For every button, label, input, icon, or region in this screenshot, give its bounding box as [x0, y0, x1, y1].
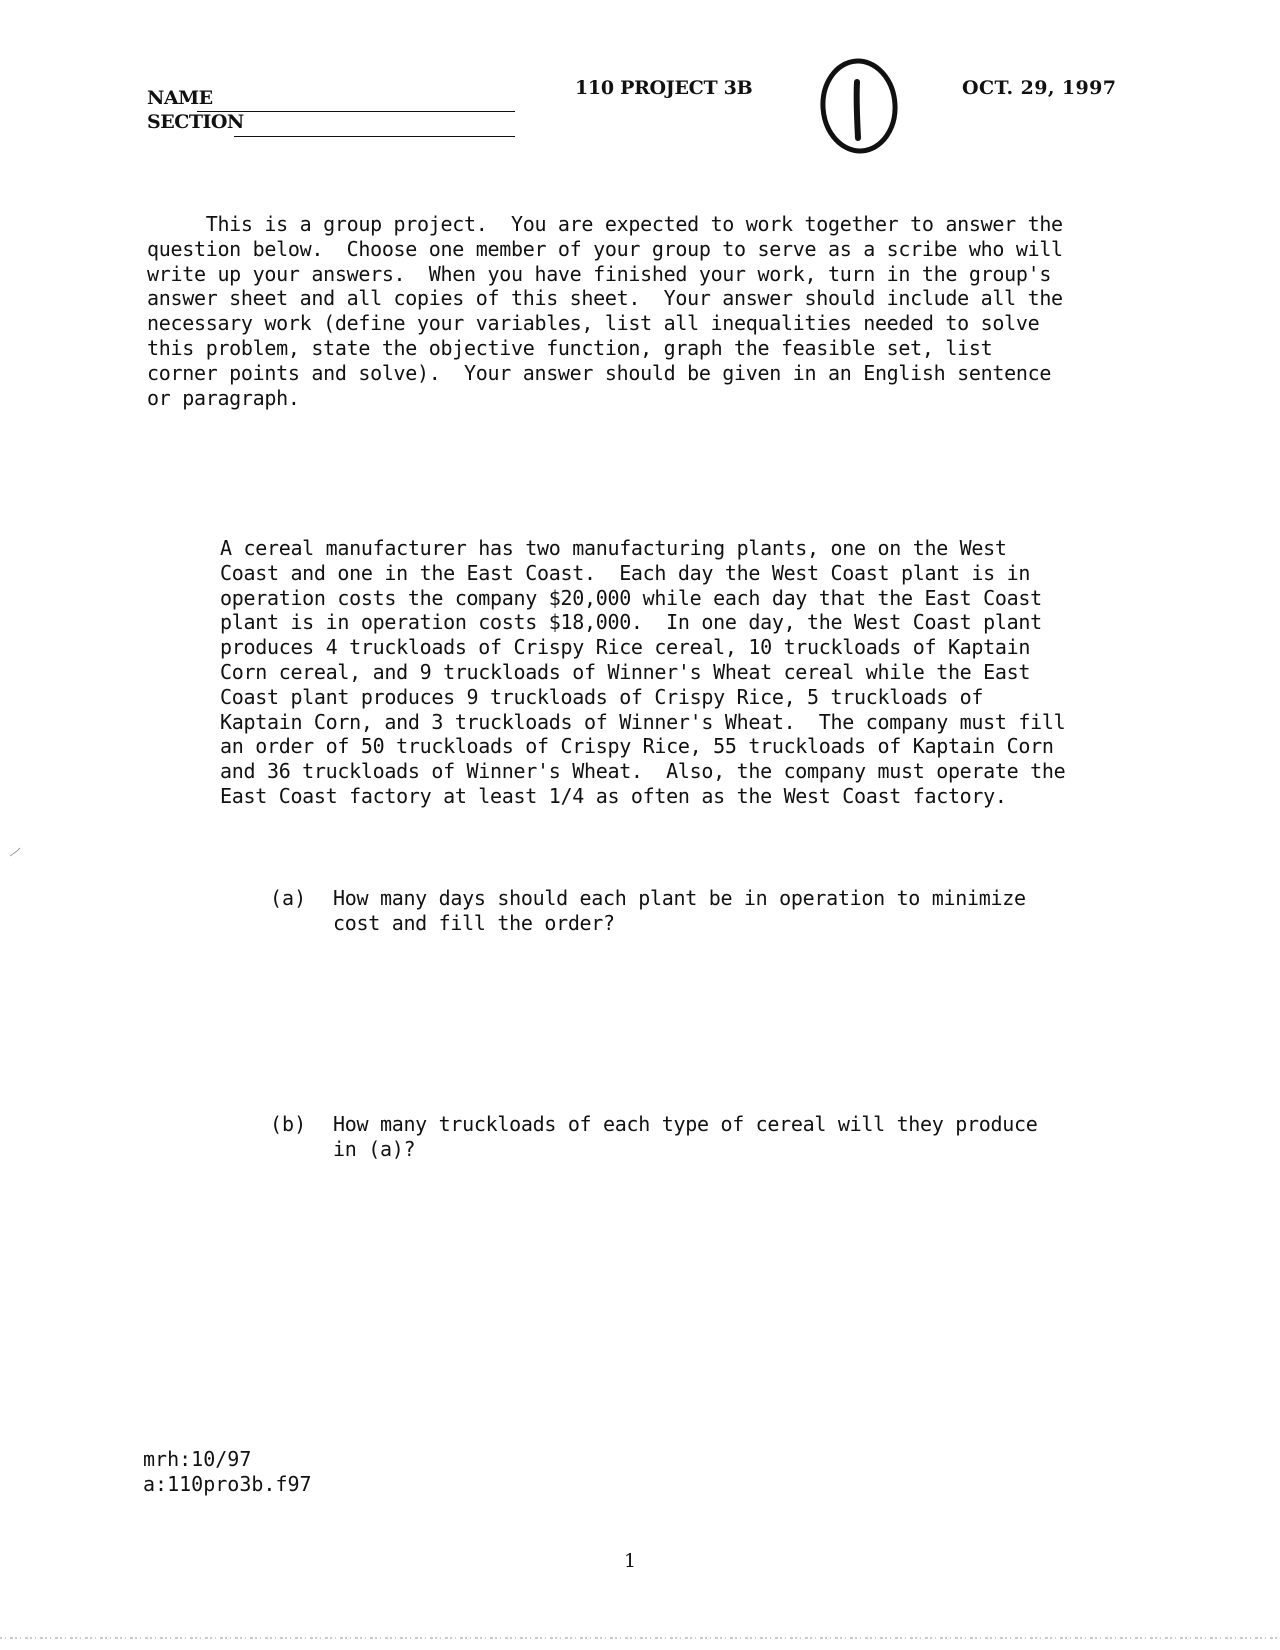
name-blank-line — [197, 111, 515, 112]
document-date: OCT. 29, 1997 — [962, 77, 1117, 99]
text-line: Kaptain Corn, and 3 truckloads of Winner's Wheat. The company must fill — [220, 709, 1066, 734]
question-b-text — [333, 1112, 1037, 1162]
scan-edge-noise — [0, 1636, 1280, 1640]
text-line: This is a group project. You are expected to work together to answer the — [147, 212, 1063, 236]
text-line: How many days should each plant be in operation to minimize — [333, 886, 1026, 910]
instructions-paragraph — [147, 212, 1063, 410]
course-title: 110 PROJECT 3B — [575, 77, 753, 99]
handwritten-page-number-stamp — [816, 56, 906, 160]
text-line: necessary work (define your variables, list all inequalities needed to solve — [147, 311, 1040, 336]
text-line: produces 4 truckloads of Crispy Rice cereal, 10 truckloads of Kaptain — [220, 635, 1031, 660]
text-line: corner points and solve). Your answer should be given in an English sentence — [147, 360, 1052, 385]
text-line: and 36 truckloads of Winner's Wheat. Also, the company must operate the — [220, 759, 1066, 784]
text-line: write up your answers. When you have finished your work, turn in the group's — [147, 261, 1052, 286]
text-line: question below. Choose one member of your group to serve as a scribe who will — [147, 236, 1063, 261]
question-a-letter: (a) — [270, 886, 307, 910]
text-line: or paragraph. — [147, 385, 300, 410]
problem-statement — [220, 536, 1065, 809]
question-a-text — [333, 886, 1026, 936]
section-label: SECTION — [147, 111, 244, 133]
text-line: A cereal manufacturer has two manufacturing plants, one on the West — [220, 536, 1007, 560]
text-line: Corn cereal, and 9 truckloads of Winner's Wheat cereal while the East — [220, 659, 1031, 684]
text-line: an order of 50 truckloads of Crispy Rice, 55 truckloads of Kaptain Corn — [220, 734, 1054, 759]
text-line: East Coast factory at least 1/4 as often as the West Coast factory. — [220, 783, 1007, 808]
section-blank-line — [234, 136, 515, 137]
name-label: NAME — [147, 87, 213, 109]
text-line: How many truckloads of each type of cereal will they produce — [333, 1112, 1038, 1136]
text-line: Coast plant produces 9 truckloads of Crispy Rice, 5 truckloads of — [220, 684, 984, 709]
text-line: cost and fill the order? — [333, 910, 615, 935]
text-line: plant is in operation costs $18,000. In one day, the West Coast plant — [220, 610, 1042, 635]
footer-initials-date: mrh:10/97 — [143, 1447, 252, 1471]
text-line: in (a)? — [333, 1136, 416, 1161]
page-number: 1 — [624, 1550, 637, 1572]
text-line: answer sheet and all copies of this sheet. Your answer should include all the — [147, 286, 1063, 311]
footer-file-name: a:110pro3b.f97 — [143, 1472, 312, 1496]
question-b-letter: (b) — [270, 1112, 307, 1136]
footer-note — [143, 1447, 312, 1497]
text-line: operation costs the company $20,000 while each day that the East Coast — [220, 585, 1042, 610]
scan-speck — [8, 846, 22, 858]
text-line: Coast and one in the East Coast. Each day the West Coast plant is in — [220, 560, 1031, 585]
text-line: this problem, state the objective function, graph the feasible set, list — [147, 335, 993, 360]
